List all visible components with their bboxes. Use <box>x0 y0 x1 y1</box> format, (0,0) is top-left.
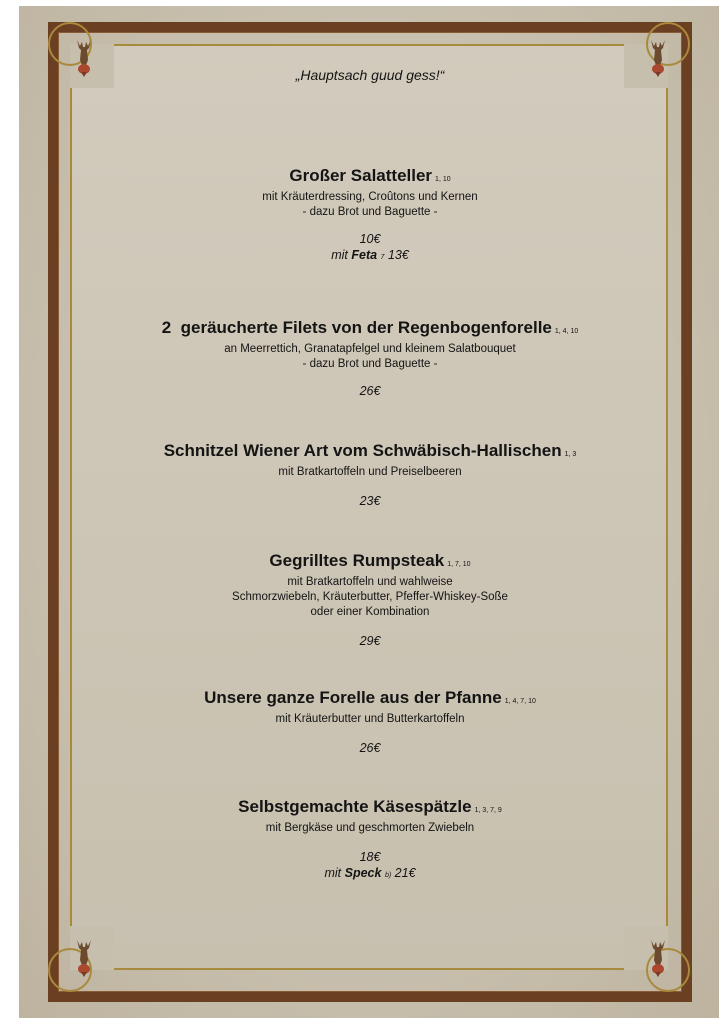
extra-price: 21€ <box>394 866 416 880</box>
deer-ornament-icon <box>647 38 669 78</box>
dish-price: 23€ <box>359 494 381 508</box>
dish-title <box>90 797 650 821</box>
dish-description: an Meerrettich, Granatapfelgel und kleinem Salatbouquet <box>224 343 516 355</box>
dish-price: 26€ <box>359 741 381 755</box>
dish-title <box>90 441 650 465</box>
dish-kaesespaetzle <box>90 797 650 884</box>
dish-title <box>90 551 650 575</box>
extra-item: Feta <box>351 248 378 262</box>
dish-title <box>90 688 650 712</box>
dish-title <box>90 318 650 342</box>
extra-price: 13€ <box>387 248 409 262</box>
allergen-codes: 1, 3, 7, 9 <box>474 807 502 814</box>
dish-name: Selbstgemachte Käsespätzle <box>238 797 472 816</box>
extra-prefix: mit <box>324 866 342 880</box>
allergen-codes: 1, 4, 7, 10 <box>504 698 536 705</box>
dish-name: Schnitzel Wiener Art vom Schwäbisch-Hallischen <box>163 441 562 460</box>
dish-salad <box>90 166 650 266</box>
dish-price: 26€ <box>359 384 381 398</box>
deer-ornament-icon <box>73 938 95 978</box>
dish-name: Gegrilltes Rumpsteak <box>269 551 445 570</box>
dish-description: mit Bratkartoffeln und Preiselbeeren <box>278 466 462 478</box>
allergen-codes: 1, 4, 10 <box>554 328 579 335</box>
dish-schnitzel <box>90 441 650 509</box>
dish-description: mit Bratkartoffeln und wahlweise <box>287 576 453 588</box>
extra-allergen: 7 <box>380 254 385 261</box>
dish-trout-filets <box>90 318 650 399</box>
dish-price: 29€ <box>359 634 381 648</box>
dish-extra-price <box>90 865 650 884</box>
dish-description: mit Kräuterdressing, Croûtons und Kernen <box>262 191 478 203</box>
extra-item: Speck <box>344 866 382 880</box>
dish-rumpsteak <box>90 551 650 649</box>
dish-price: 18€ <box>359 850 381 864</box>
allergen-codes: 1, 7, 10 <box>447 561 471 568</box>
dish-description: mit Kräuterbutter und Butterkartoffeln <box>275 713 465 725</box>
dish-description: Schmorzwiebeln, Kräuterbutter, Pfeffer-Whiskey-Soße <box>232 591 508 603</box>
dish-description: oder einer Kombination <box>310 606 430 618</box>
dish-description: mit Bergkäse und geschmorten Zwiebeln <box>265 822 475 834</box>
dish-name: Unsere ganze Forelle aus der Pfanne <box>204 688 502 707</box>
extra-prefix: mit <box>331 248 348 262</box>
dish-whole-trout <box>90 688 650 756</box>
dish-name: 2 geräucherte Filets von der Regenbogenforelle <box>161 318 552 337</box>
allergen-codes: 1, 10 <box>435 176 451 183</box>
allergen-codes: 1, 3 <box>564 451 577 458</box>
menu-motto: „Hauptsach guud gess!“ <box>295 67 445 83</box>
dish-name: Großer Salatteller <box>289 166 433 185</box>
deer-ornament-icon <box>647 938 669 978</box>
extra-allergen: b) <box>384 872 392 879</box>
dish-description: - dazu Brot und Baguette - <box>302 206 438 218</box>
dish-price: 10€ <box>359 232 381 246</box>
dish-extra-price <box>90 247 650 266</box>
dish-description: - dazu Brot und Baguette - <box>302 358 438 370</box>
dish-title <box>90 166 650 190</box>
